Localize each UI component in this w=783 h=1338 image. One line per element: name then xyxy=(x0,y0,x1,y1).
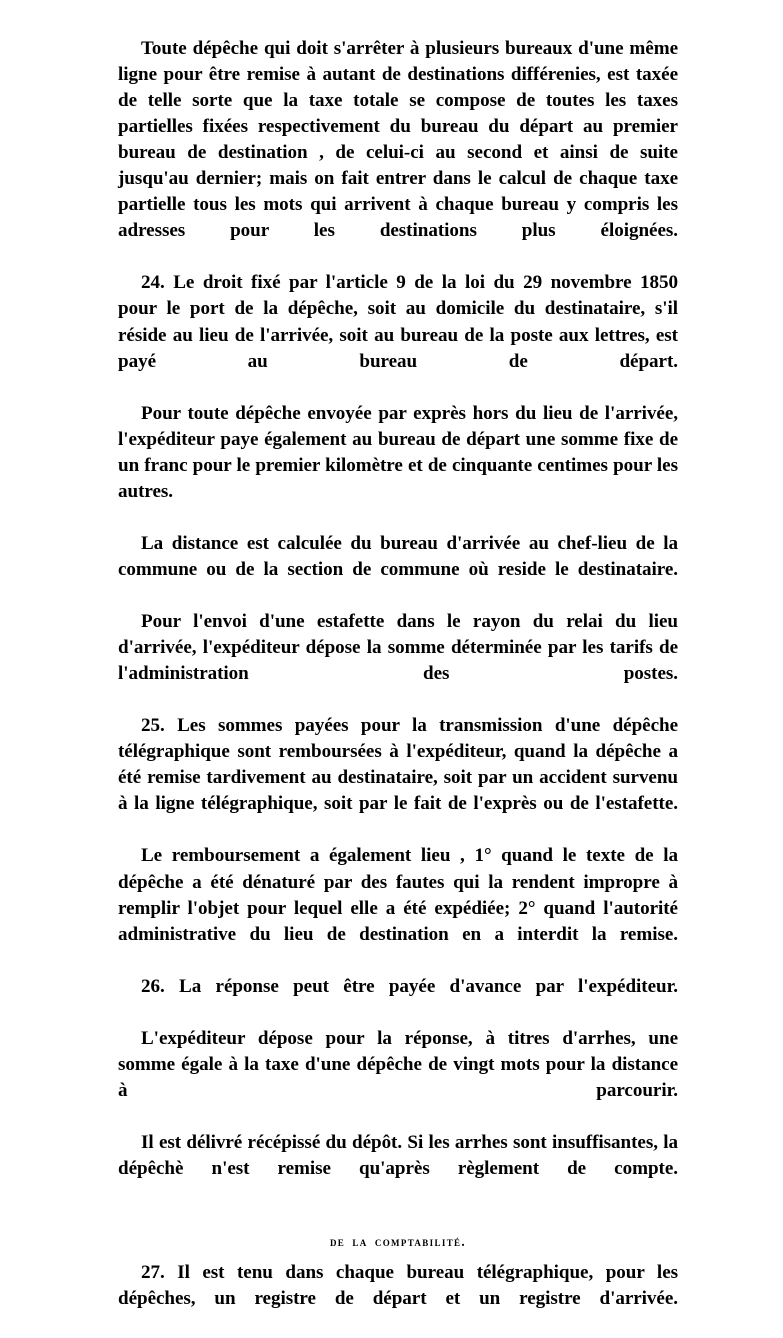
paragraph-article-24: 24. Le droit fixé par l'article 9 de la loi du 29 novembre 1850 pour le port de la dépêche, soit au domicile du destinataire, s'il réside au lieu de l'arrivée, soit au bureau de la poste aux lettres, est payé au bureau de départ. xyxy=(118,272,678,372)
paragraph-article-25: 25. Les sommes payées pour la transmission d'une dépêche télégraphique sont remboursées à l'expéditeur, quand la dépêche a été remise tardivement au destinataire, soit par un accident survenu à la ligne télégraphique, soit par le fait de l'exprès ou de l'estafette. xyxy=(118,715,678,815)
paragraph-distance-calculee: La distance est calculée du bureau d'arrivée au chef-lieu de la commune ou de la section de commune où reside le destinataire. xyxy=(118,532,678,580)
paragraph-arrhes-depot: L'expéditeur dépose pour la réponse, à titres d'arrhes, une somme égale à la taxe d'une dépêche de vingt mots pour la distance à parcourir. xyxy=(118,1027,678,1101)
paragraph-recepisse-reglement: Il est délivré récépissé du dépôt. Si les arrhes sont insuffisantes, la dépêchè n'est remise qu'après règlement de compte. xyxy=(118,1131,678,1180)
paragraph-depeche-plusieurs-bureaux: Toute dépêche qui doit s'arrêter à plusieurs bureaux d'une même ligne pour être remise à autant de destinations différenies, est taxée de telle sorte que la taxe totale se compose de toutes les taxes partielles fixées respectivement du bureau du départ au premier bureau de destination , de celui-ci au second et ainsi de suite jusqu'au dernier; mais on fait entrer dans le calcul de chaque taxe partielle tous les mots qui arrivent à chaque bureau y compris les adresses pour les destinations plus éloignées. xyxy=(118,38,678,242)
page-text-column xyxy=(118,36,678,1338)
paragraph-remboursement-cas: Le remboursement a également lieu , 1° quand le texte de la dépêche a été dénaturé par des fautes qui la rendent impropre à remplir l'objet pour lequel elle a été expédiée; 2° quand l'autorité administrative du lieu de destination en a interdit la remise. xyxy=(118,845,678,945)
section-heading-comptabilite: de la comptabilité. xyxy=(329,1234,467,1250)
paragraph-article-27: 27. Il est tenu dans chaque bureau télégraphique, pour les dépêches, un registre de départ et un registre d'arrivée. xyxy=(118,1262,678,1310)
paragraph-estafette-rayon-relai: Pour l'envoi d'une estafette dans le rayon du relai du lieu d'arrivée, l'expéditeur dépose la somme déterminée par les tarifs de l'administration des postes. xyxy=(118,611,678,685)
paragraph-article-26: 26. La réponse peut être payée d'avance par l'expéditeur. xyxy=(141,975,678,997)
paragraph-expres-hors-lieu: Pour toute dépêche envoyée par exprès hors du lieu de l'arrivée, l'expéditeur paye également au bureau de départ une somme fixe de un franc pour le premier kilomètre et de cinquante centimes pour les autres. xyxy=(118,402,678,502)
